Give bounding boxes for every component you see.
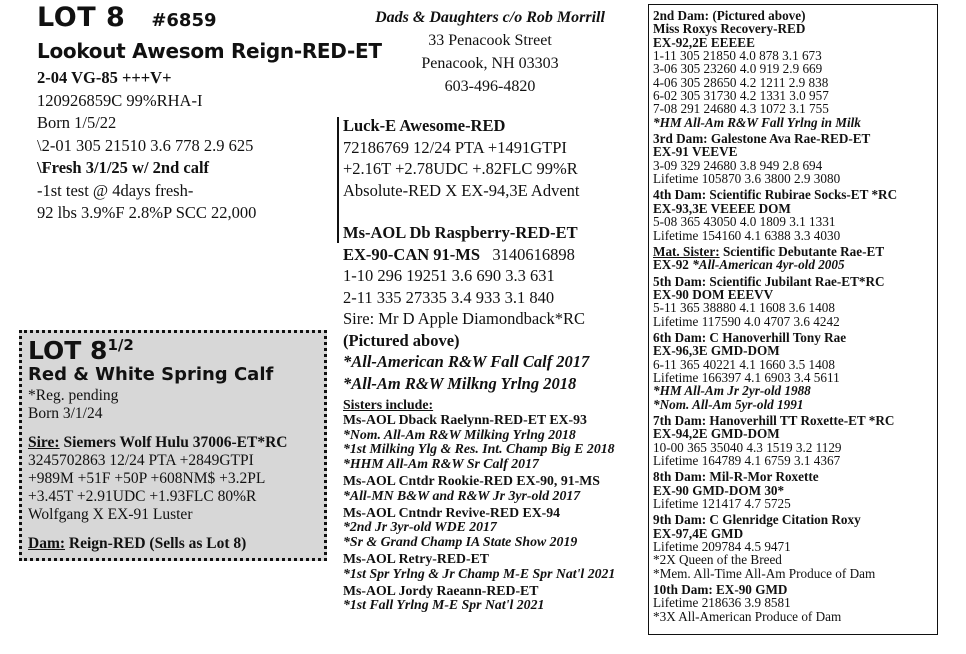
pedigree-section — [653, 132, 897, 188]
cow-info-line: 2-04 VG-85 +++V+ — [37, 68, 172, 87]
sire-block — [343, 115, 579, 201]
pedigree-line-label: Mat. Sister: — [653, 243, 720, 259]
lot-8-half-subtitle: Red & White Spring Calf — [28, 364, 274, 385]
lot-header — [37, 2, 217, 33]
sister-entry — [343, 552, 615, 584]
lot-8-half-title-text: LOT 8 — [28, 336, 108, 365]
lot-8-half-sire — [28, 434, 288, 524]
owner-phone: 603-496-4820 — [444, 78, 536, 95]
pedigree-line: *2X Queen of the Breed — [653, 552, 782, 568]
sister-name: Ms-AOL Dback Raelynn-RED-ET EX-93 — [343, 411, 587, 427]
pedigree-line: 10-00 365 35040 4.3 1519 3.2 1129 — [653, 439, 842, 455]
pedigree-line: Lifetime 117590 4.0 4707 3.6 4242 — [653, 313, 840, 329]
pedigree-heading: 10th Dam: EX-90 GMD — [653, 582, 788, 598]
dam-name: Reign-RED (Sells as Lot 8) — [65, 535, 247, 552]
owner-street: 33 Penacook Street — [428, 32, 552, 49]
sisters-header: Sisters include: — [343, 397, 434, 412]
pedigree-line: 6-11 365 40221 4.1 1660 3.5 1408 — [653, 356, 835, 372]
pedigree-line: EX-91 VEEVE — [653, 144, 738, 160]
lot-8-half-dam — [28, 535, 246, 553]
sister-note: *HHM All-Am R&W Sr Calf 2017 — [343, 456, 539, 472]
pedigree-line: Miss Roxys Recovery-RED — [653, 21, 806, 37]
pedigree-line: *HM All-Am R&W Fall Yrlng in Milk — [653, 114, 861, 130]
pedigree-heading: 8th Dam: Mil-R-Mor Roxette — [653, 469, 819, 485]
pedigree-line: 3-06 305 23260 4.0 919 2.9 669 — [653, 61, 823, 77]
sister-name: Ms-AOL Cntdr Rookie-RED EX-90, 91-MS — [343, 472, 600, 488]
dam-block — [343, 222, 589, 394]
pedigree-line — [653, 258, 897, 271]
lot-8-half-fraction: 1/2 — [107, 336, 134, 354]
sire-lines — [28, 452, 288, 524]
cow-info-line: \2-01 305 21510 3.6 778 2.9 625 — [37, 135, 254, 155]
sire-info-line: 3245702863 12/24 PTA +2849GTPI — [28, 452, 254, 469]
pedigree-heading: 4th Dam: Scientific Rubirae Socks-ET *RC — [653, 187, 898, 203]
sire-label: Sire: — [28, 434, 60, 451]
sister-note: *All-MN B&W and R&W Jr 3yr-old 2017 — [343, 487, 581, 503]
pedigree-heading: 7th Dam: Hanoverhill TT Roxette-ET *RC — [653, 412, 895, 428]
lot-8-half-info — [28, 387, 118, 423]
pedigree-line: 3-09 329 24680 3.8 949 2.8 694 — [653, 157, 823, 173]
pedigree-line-label: EX-92 — [653, 257, 689, 273]
sire-info-line: Wolfgang X EX-91 Luster — [28, 506, 193, 523]
lot-8-half-title — [28, 336, 134, 365]
pedigree-section — [653, 583, 897, 626]
dam-record-line: 1-10 296 19251 3.6 690 3.3 631 — [343, 266, 555, 285]
sister-note: *2nd Jr 3yr-old WDE 2017 — [343, 519, 497, 535]
owner-block — [330, 6, 650, 98]
sire-lines-main — [343, 137, 579, 202]
owner-name: Dads & Daughters c/o Rob Morrill — [375, 9, 605, 26]
pedigree-section — [653, 470, 897, 513]
pedigree-section — [653, 331, 897, 414]
pedigree-section — [653, 414, 897, 470]
sire-info-line: +989M +51F +50P +608NM$ +3.2PL — [28, 470, 266, 487]
pedigree-line: EX-93,3E VEEEE DOM — [653, 200, 791, 216]
lot-title: LOT 8 — [37, 2, 126, 33]
sister-note: *1st Fall Yrlng M-E Spr Nat'l 2021 — [343, 597, 545, 613]
sire-name: Siemers Wolf Hulu 37006-ET*RC — [59, 434, 288, 451]
dam-pictured: (Pictured above) — [343, 330, 460, 350]
cow-info-line: 92 lbs 3.9%F 2.8%P SCC 22,000 — [37, 203, 257, 222]
pedigree-line — [653, 245, 897, 258]
pedigree-heading: 2nd Dam: (Pictured above) — [653, 8, 806, 23]
pedigree-line-text: Scientific Debutante Rae-ET — [719, 243, 885, 259]
pedigree-line: EX-92,2E EEEEE — [653, 34, 755, 50]
pedigree-line: EX-97,4E GMD — [653, 525, 744, 541]
sister-name: Ms-AOL Jordy Raeann-RED-ET — [343, 582, 539, 598]
pedigree-section — [653, 275, 897, 331]
pedigree-heading: 5th Dam: Scientific Jubilant Rae-ET*RC — [653, 273, 885, 289]
pedigree-line: *Mem. All-Time All-Am Produce of Dam — [653, 565, 876, 581]
sire-divider — [337, 117, 339, 243]
pedigree-line: 1-11 305 21850 4.0 878 3.1 673 — [653, 48, 822, 64]
pedigree-line: *3X All-American Produce of Dam — [653, 608, 842, 624]
sister-note: *1st Milking Ylg & Res. Int. Champ Big E 2018 — [343, 441, 615, 457]
pedigree-line: Lifetime 154160 4.1 6388 3.3 4030 — [653, 227, 841, 243]
sister-note: *1st Spr Yrlng & Jr Champ M-E Spr Nat'l 2021 — [343, 565, 616, 581]
sisters-block — [343, 398, 615, 613]
calf-info-line: Born 3/1/24 — [28, 405, 103, 422]
pedigree-line: Lifetime 105870 3.6 3800 2.9 3080 — [653, 171, 841, 187]
sire-line: Absolute-RED X EX-94,3E Advent — [343, 180, 580, 200]
pedigree-section — [653, 9, 897, 132]
pedigree-line: *Nom. All-Am 5yr-old 1991 — [653, 396, 804, 412]
sire-info-line: +3.45T +2.91UDC +1.93FLC 80%R — [28, 488, 257, 505]
sister-note: *Nom. All-Am R&W Milking Yrlng 2018 — [343, 426, 576, 442]
dam-record-line: Sire: Mr D Apple Diamondback*RC — [343, 309, 585, 328]
cow-info-line: \Fresh 3/1/25 w/ 2nd calf — [37, 158, 210, 177]
dam-reg: 3140616898 — [492, 244, 575, 264]
pedigree-line: Lifetime 164789 4.1 6759 3.1 4367 — [653, 453, 841, 468]
pedigree-line: 4-06 305 28650 4.2 1211 2.9 838 — [653, 74, 829, 90]
dam-honor: *All-Am R&W Milkng Yrlng 2018 — [343, 373, 577, 393]
dam-record-line: 2-11 335 27335 3.4 933 3.1 840 — [343, 287, 555, 307]
pedigree-line: EX-90 DOM EEEVV — [653, 286, 774, 302]
pedigree-line: *HM All-Am Jr 2yr-old 1988 — [653, 383, 811, 399]
pedigree-line: Lifetime 166397 4.1 6903 3.4 5611 — [653, 369, 840, 385]
pedigree-line: 5-08 365 43050 4.0 1809 3.1 1331 — [653, 214, 836, 230]
cow-info-line: 120926859C 99%RHA-I — [37, 90, 203, 110]
pedigree-heading: 9th Dam: C Glenridge Citation Roxy — [653, 512, 861, 528]
sister-note: *Sr & Grand Champ IA State Show 2019 — [343, 534, 578, 550]
dam-lines — [343, 265, 589, 330]
dam-honor: *All-American R&W Fall Calf 2017 — [343, 352, 590, 371]
pedigree-section — [653, 513, 897, 583]
sister-entry — [343, 413, 615, 474]
owner-city: Penacook, NH 03303 — [421, 55, 559, 72]
sire-line: +2.16T +2.78UDC +.82FLC 99%R — [343, 159, 578, 178]
pedigree-line: Lifetime 209784 4.5 9471 — [653, 539, 791, 555]
cow-info — [37, 67, 256, 225]
pedigree-line: Lifetime 218636 3.9 8581 — [653, 595, 791, 611]
sister-name: Ms-AOL Cntndr Revive-RED EX-94 — [343, 504, 561, 520]
pedigree-list — [653, 9, 897, 626]
dam-title: Ms-AOL Db Raspberry-RED-ET — [343, 223, 578, 242]
cow-info-line: Born 1/5/22 — [37, 113, 117, 132]
sire-title: Luck-E Awesome-RED — [343, 116, 506, 135]
calf-info-line: *Reg. pending — [28, 387, 119, 404]
pedigree-heading: 6th Dam: C Hanoverhill Tony Rae — [653, 329, 847, 345]
pedigree-line: 5-11 365 38880 4.1 1608 3.6 1408 — [653, 300, 835, 316]
pedigree-line-text: *All-American 4yr-old 2005 — [688, 257, 845, 273]
pedigree-line: 6-02 305 31730 4.2 1331 3.0 957 — [653, 88, 829, 104]
cow-name: Lookout Awesom Reign-RED-ET — [37, 39, 382, 63]
pedigree-heading: 3rd Dam: Galestone Ava Rae-RED-ET — [653, 131, 871, 147]
pedigree-section — [653, 245, 897, 275]
dam-honors — [343, 351, 589, 394]
sister-entry — [343, 506, 615, 552]
dam-class: EX-90-CAN 91-MS — [343, 244, 481, 264]
sire-line: 72186769 12/24 PTA +1491GTPI — [343, 137, 567, 157]
sister-name: Ms-AOL Retry-RED-ET — [343, 550, 489, 566]
sister-entry — [343, 474, 615, 506]
pedigree-line: EX-94,2E GMD-DOM — [653, 426, 780, 442]
cow-info-line: -1st test @ 4days fresh- — [37, 180, 194, 200]
pedigree-line: 7-08 291 24680 4.3 1072 3.1 755 — [653, 101, 829, 117]
pedigree-line: EX-96,3E GMD-DOM — [653, 343, 780, 359]
sister-list — [343, 413, 615, 613]
pedigree-section — [653, 188, 897, 244]
sister-entry — [343, 584, 615, 614]
dam-label: Dam: — [28, 535, 66, 552]
lot-number: #6859 — [151, 10, 217, 31]
pedigree-line: EX-90 GMD-DOM 30* — [653, 482, 785, 498]
pedigree-line: Lifetime 121417 4.7 5725 — [653, 496, 791, 512]
